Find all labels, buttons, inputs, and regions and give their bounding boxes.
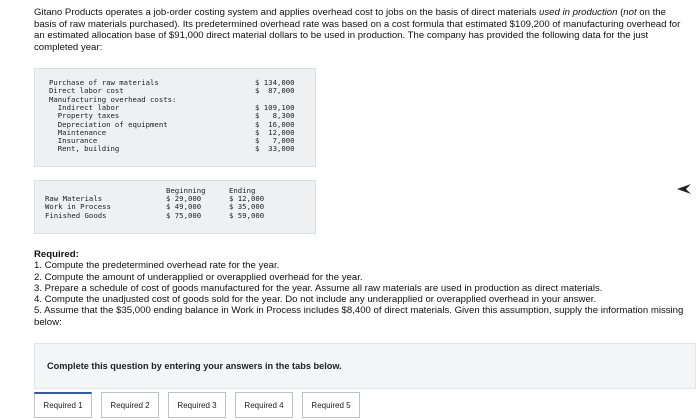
inventory-panel <box>34 180 316 234</box>
required-item-1: 1. Compute the predetermined overhead rate for the year. <box>34 260 280 272</box>
cost-row-label: Indirect labor <box>49 102 120 112</box>
required-item-3: 3. Prepare a schedule of cost of goods manufactured for the year. Assume all raw materials are used in production as direct materials. <box>34 282 603 294</box>
intro-text: ( <box>617 7 624 18</box>
cost-row-value: $ 33,000 <box>255 144 295 154</box>
tab-required-5[interactable]: Required 5 <box>302 392 360 418</box>
inventory-row-label: Finished Goods <box>45 210 107 220</box>
required-section <box>34 249 694 328</box>
cost-row-label: Property taxes <box>49 111 120 121</box>
tab-required-1[interactable]: Required 1 <box>34 392 92 418</box>
inventory-row-begin: $ 49,000 <box>166 202 202 212</box>
tab-required-2[interactable]: Required 2 <box>101 392 159 418</box>
col-ending: Ending <box>229 186 256 195</box>
cost-row-value: $ 134,000 <box>255 78 295 87</box>
required-item-2: 2. Compute the amount of underapplied or overapplied overhead for the year. <box>34 271 363 283</box>
required-heading: Required: <box>34 249 79 260</box>
cost-row-label: Maintenance <box>49 127 107 137</box>
cost-row-label: Manufacturing overhead costs: <box>49 94 177 104</box>
inventory-row-begin: $ 75,000 <box>166 210 202 220</box>
cost-row-value: $ 7,000 <box>255 136 295 146</box>
cost-row-label: Insurance <box>49 136 98 146</box>
required-item-5: 5. Assume that the $35,000 ending balance in Work in Process includes $8,400 of direct materials. Given this assumption, supply the information missing below: <box>34 305 684 328</box>
inventory-row-label: Work in Process <box>45 202 111 212</box>
intro-text: Gitano Products operates a job-order costing system and applies overhead cost to jobs on the basis of direct materials <box>34 7 540 18</box>
inventory-row-end: $ 35,000 <box>229 202 265 212</box>
cost-row-label: Rent, building <box>49 144 120 154</box>
cursor-icon <box>677 184 691 194</box>
cost-row-label: Purchase of raw materials <box>49 78 159 87</box>
tab-required-4[interactable]: Required 4 <box>235 392 293 418</box>
cost-row-value: $ 12,000 <box>255 127 295 137</box>
instruction-text: Complete this question by entering your answers in the tabs below. <box>47 361 342 371</box>
cost-data-panel <box>34 68 316 167</box>
inventory-row-begin: $ 29,000 <box>166 194 202 203</box>
intro-italic: not <box>623 7 637 18</box>
tab-required-3[interactable]: Required 3 <box>168 392 226 418</box>
cost-row-label: Direct labor cost <box>49 86 124 96</box>
inventory-row-end: $ 59,000 <box>229 210 265 220</box>
cost-row-label: Depreciation of equipment <box>49 119 168 129</box>
problem-intro <box>34 7 689 53</box>
intro-text: on the basis of raw materials purchased). Its predetermined overhead rate was based on a cost formula that estimated $109,200 of manufacturing overhead for an estimated allocation base of $91,000 direct material dollars to be used in production. The company has provided the following data for the just completed year: <box>34 7 681 53</box>
instruction-callout <box>34 343 696 389</box>
cost-row-value: $ 109,100 <box>255 102 295 112</box>
required-item-4: 4. Compute the unadjusted cost of goods sold for the year. Do not include any underapplied or overapplied overhead in your answer. <box>34 294 597 306</box>
inventory-row-end: $ 12,000 <box>229 194 265 203</box>
cost-row-value: $ 16,000 <box>255 119 295 129</box>
intro-italic: used in production <box>539 7 618 18</box>
cost-row-value: $ 87,000 <box>255 86 295 96</box>
col-beginning: Beginning <box>166 186 206 195</box>
cost-row-value: $ 8,300 <box>255 111 295 121</box>
inventory-row-label: Raw Materials <box>45 194 103 203</box>
